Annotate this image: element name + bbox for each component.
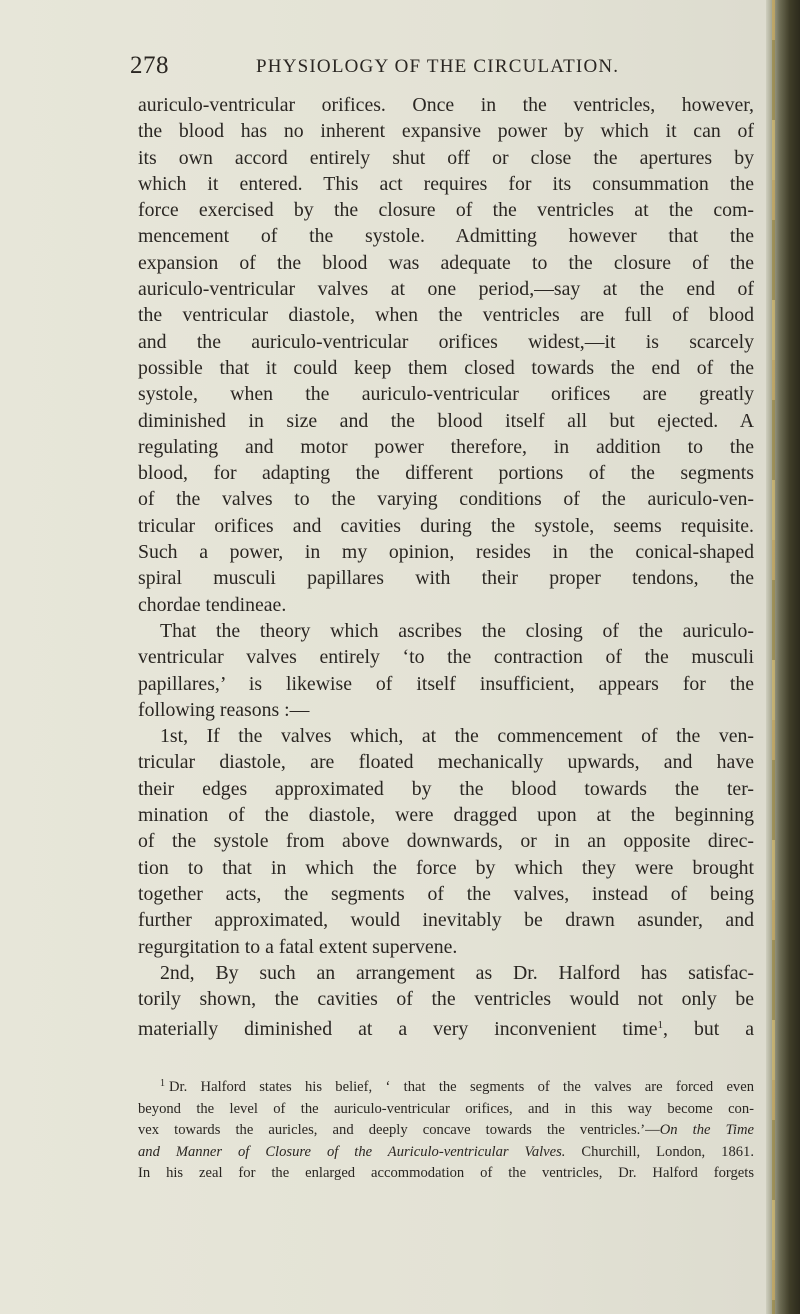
text-line: chordae tendineae.	[138, 593, 287, 616]
text-line: blood, for adapting the different portions of the segments	[138, 462, 754, 485]
footnote-line: In his zeal for the enlarged accommodation of the ventricles, Dr. Halford forgets	[138, 1165, 754, 1181]
page-number: 278	[130, 52, 169, 79]
text-line: and the auriculo-ventricular orifices widest,—it is scarcely	[138, 330, 754, 353]
footnote-line	[138, 1073, 754, 1099]
citation-title: and Manner of Closure of the Auriculo-ventricular Valves.	[138, 1143, 566, 1160]
text-line: systole, when the auriculo-ventricular orifices are greatly	[138, 383, 754, 406]
text-line: their edges approximated by the blood towards the ter-	[138, 777, 754, 800]
text-line: which it entered. This act requires for its consummation the	[138, 172, 754, 195]
text-line	[138, 1012, 754, 1042]
text-line: That the theory which ascribes the closing of the auriculo-	[160, 619, 754, 642]
text-line: following reasons :—	[138, 698, 310, 721]
text-line: its own accord entirely shut off or close the apertures by	[138, 146, 754, 169]
text-line: of the systole from above downwards, or in an opposite direc-	[138, 830, 754, 853]
text-line: the blood has no inherent expansive power by which it can of	[138, 120, 754, 143]
footnote-reference: 1	[657, 1019, 664, 1032]
book-spine	[766, 0, 800, 1314]
text-line: mination of the diastole, were dragged upon at the beginning	[138, 804, 754, 827]
text-fragment: materially diminished at a very inconvenient time	[138, 1018, 658, 1041]
footnote	[138, 1073, 754, 1185]
text-line: regurgitation to a fatal extent supervene.	[138, 935, 458, 958]
text-fragment: Churchill, London, 1861.	[565, 1143, 754, 1160]
text-line: possible that it could keep them closed towards the end of the	[138, 356, 754, 379]
text-line: diminished in size and the blood itself all but ejected. A	[138, 409, 754, 432]
text-line: spiral musculi papillares with their proper tendons, the	[138, 567, 754, 590]
text-line: further approximated, would inevitably be drawn asunder, and	[138, 909, 754, 932]
text-fragment: vex towards the auricles, and deeply concave towards the ventricles.’—	[138, 1122, 660, 1138]
text-line: 2nd, By such an arrangement as Dr. Halford has satisfac-	[160, 961, 754, 984]
text-line: expansion of the blood was adequate to the closure of the	[138, 251, 754, 274]
text-fragment: , but a	[663, 1018, 754, 1041]
footnote-line	[138, 1120, 754, 1142]
text-line: regulating and motor power therefore, in addition to the	[138, 435, 754, 458]
text-line: the ventricular diastole, when the ventricles are full of blood	[138, 304, 754, 327]
footnote-line: beyond the level of the auriculo-ventricular orifices, and in this way become con-	[138, 1100, 754, 1117]
text-line: of the valves to the varying conditions of the auriculo-ven-	[138, 488, 754, 511]
text-line: torily shown, the cavities of the ventricles would not only be	[138, 988, 754, 1011]
text-line: tricular diastole, are floated mechanically upwards, and have	[138, 751, 754, 774]
text-line: tion to that in which the force by which they were brought	[138, 856, 754, 879]
text-line: ventricular valves entirely ‘to the contraction of the musculi	[138, 646, 754, 669]
text-line: tricular orifices and cavities during the systole, seems requisite.	[138, 514, 754, 537]
text-line: auriculo-ventricular orifices. Once in the ventricles, however,	[138, 94, 754, 116]
text-line: 1st, If the valves which, at the commencement of the ven-	[160, 725, 754, 748]
text-line: papillares,’ is likewise of itself insufficient, appears for the	[138, 672, 754, 695]
text-line: force exercised by the closure of the ventricles at the com-	[138, 199, 754, 222]
text-line: together acts, the segments of the valves, instead of being	[138, 882, 754, 905]
text-fragment: Dr. Halford states his belief, ‘ that the segments of the valves are forced even	[169, 1079, 754, 1095]
citation-title: On the Time	[659, 1122, 754, 1138]
footnote-mark: 1	[160, 1078, 165, 1089]
running-head: PHYSIOLOGY OF THE CIRCULATION.	[256, 56, 620, 77]
body-text	[138, 92, 754, 1043]
footnote-line	[138, 1142, 754, 1164]
page-header	[130, 52, 770, 82]
text-line: mencement of the systole. Admitting however that the	[138, 225, 754, 248]
text-line: auriculo-ventricular valves at one period,—say at the end of	[138, 278, 754, 301]
text-line: Such a power, in my opinion, resides in the conical-shaped	[138, 541, 754, 564]
